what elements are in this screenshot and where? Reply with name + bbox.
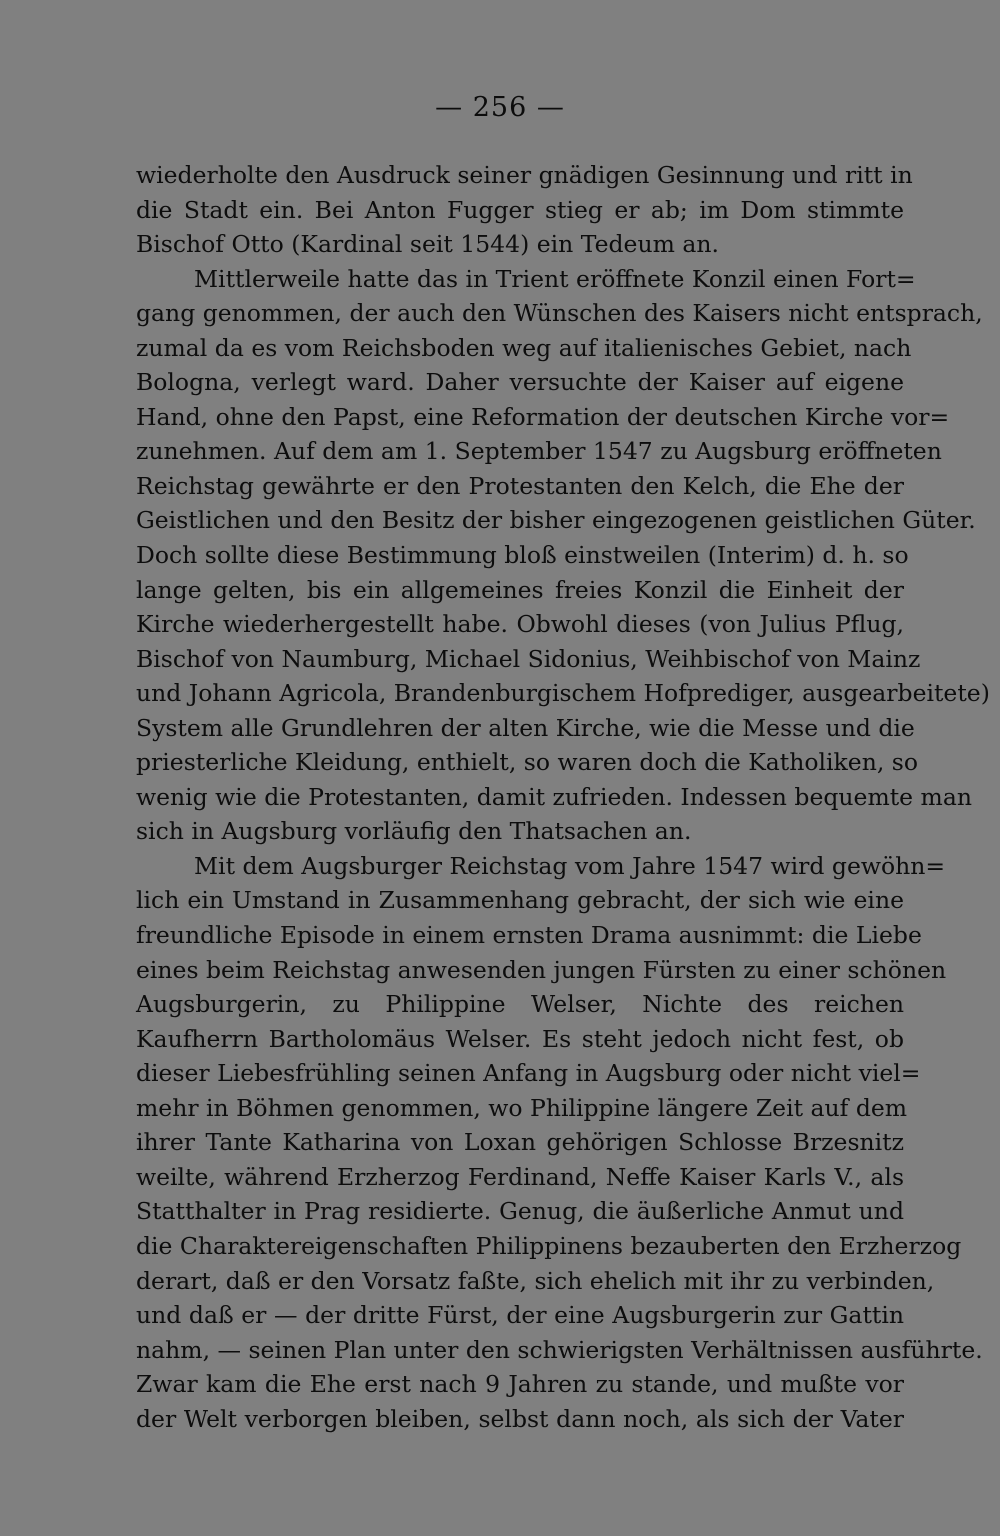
text-line: lich ein Umstand in Zusammenhang gebracht, der sich wie eine xyxy=(136,886,904,915)
text-line: zunehmen. Auf dem am 1. September 1547 zu Augsburg eröffneten xyxy=(136,437,942,466)
text-line: Bischof Otto (Kardinal seit 1544) ein Tedeum an. xyxy=(136,230,719,259)
text-line: Mittlerweile hatte das in Trient eröffnete Konzil einen Fort= xyxy=(194,264,916,293)
text-line: sich in Augsburg vorläufig den Thatsachen an. xyxy=(136,817,692,846)
body-text xyxy=(136,158,990,1436)
text-line: Mit dem Augsburger Reichstag vom Jahre 1547 wird gewöhn= xyxy=(194,851,946,880)
text-line: System alle Grundlehren der alten Kirche, wie die Messe und die xyxy=(136,713,915,742)
text-line: Hand, ohne den Papst, eine Reformation der deutschen Kirche vor= xyxy=(136,402,950,431)
text-line: dieser Liebesfrühling seinen Anfang in Augsburg oder nicht viel= xyxy=(136,1059,921,1088)
text-line: zumal da es vom Reichsboden weg auf italienisches Gebiet, nach xyxy=(136,333,912,362)
text-line: und Johann Agricola, Brandenburgischem Hofprediger, ausgearbeitete) xyxy=(136,679,990,708)
text-line: Kirche wiederhergestellt habe. Obwohl dieses (von Julius Pflug, xyxy=(136,610,904,639)
text-line: der Welt verborgen bleiben, selbst dann noch, als sich der Vater xyxy=(136,1404,904,1433)
text-line: nahm, — seinen Plan unter den schwierigsten Verhältnissen ausführte. xyxy=(136,1335,983,1364)
text-line: derart, daß er den Vorsatz faßte, sich ehelich mit ihr zu verbinden, xyxy=(136,1266,935,1295)
text-line: Augsburgerin, zu Philippine Welser, Nichte des reichen xyxy=(136,990,904,1019)
text-line: wenig wie die Protestanten, damit zufrieden. Indessen bequemte man xyxy=(136,782,972,811)
text-line: Bischof von Naumburg, Michael Sidonius, Weihbischof von Mainz xyxy=(136,644,921,673)
text-line: Kaufherrn Bartholomäus Welser. Es steht jedoch nicht fest, ob xyxy=(136,1024,904,1053)
text-line: freundliche Episode in einem ernsten Drama ausnimmt: die Liebe xyxy=(136,921,922,950)
text-line: eines beim Reichstag anwesenden jungen Fürsten zu einer schönen xyxy=(136,955,947,984)
text-line: Doch sollte diese Bestimmung bloß einstweilen (Interim) d. h. so xyxy=(136,541,909,570)
text-line: wiederholte den Ausdruck seiner gnädigen Gesinnung und ritt in xyxy=(136,161,913,189)
text-line: lange gelten, bis ein allgemeines freies Konzil die Einheit der xyxy=(136,575,904,604)
text-line: ihrer Tante Katharina von Loxan gehörigen Schlosse Brzesnitz xyxy=(136,1128,904,1157)
text-line: weilte, während Erzherzog Ferdinand, Neffe Kaiser Karls V., als xyxy=(136,1162,904,1191)
text-line: Geistlichen und den Besitz der bisher eingezogenen geistlichen Güter. xyxy=(136,506,976,535)
text-line: Reichstag gewährte er den Protestanten den Kelch, die Ehe der xyxy=(136,471,904,500)
text-line: und daß er — der dritte Fürst, der eine Augsburgerin zur Gattin xyxy=(136,1301,904,1330)
text-line: Bologna, verlegt ward. Daher versuchte der Kaiser auf eigene xyxy=(136,368,904,397)
text-line: gang genommen, der auch den Wünschen des Kaisers nicht entsprach, xyxy=(136,299,983,328)
text-line: priesterliche Kleidung, enthielt, so waren doch die Katholiken, so xyxy=(136,748,918,777)
text-line: mehr in Böhmen genommen, wo Philippine längere Zeit auf dem xyxy=(136,1093,908,1122)
text-line: Zwar kam die Ehe erst nach 9 Jahren zu stande, und mußte vor xyxy=(136,1370,904,1399)
text-line: die Stadt ein. Bei Anton Fugger stieg er ab; im Dom stimmte xyxy=(136,195,904,224)
text-line: Statthalter in Prag residierte. Genug, die äußerliche Anmut und xyxy=(136,1197,904,1226)
text-line: die Charaktereigenschaften Philippinens bezauberten den Erzherzog xyxy=(136,1231,962,1260)
page-number: — 256 — xyxy=(435,92,565,123)
